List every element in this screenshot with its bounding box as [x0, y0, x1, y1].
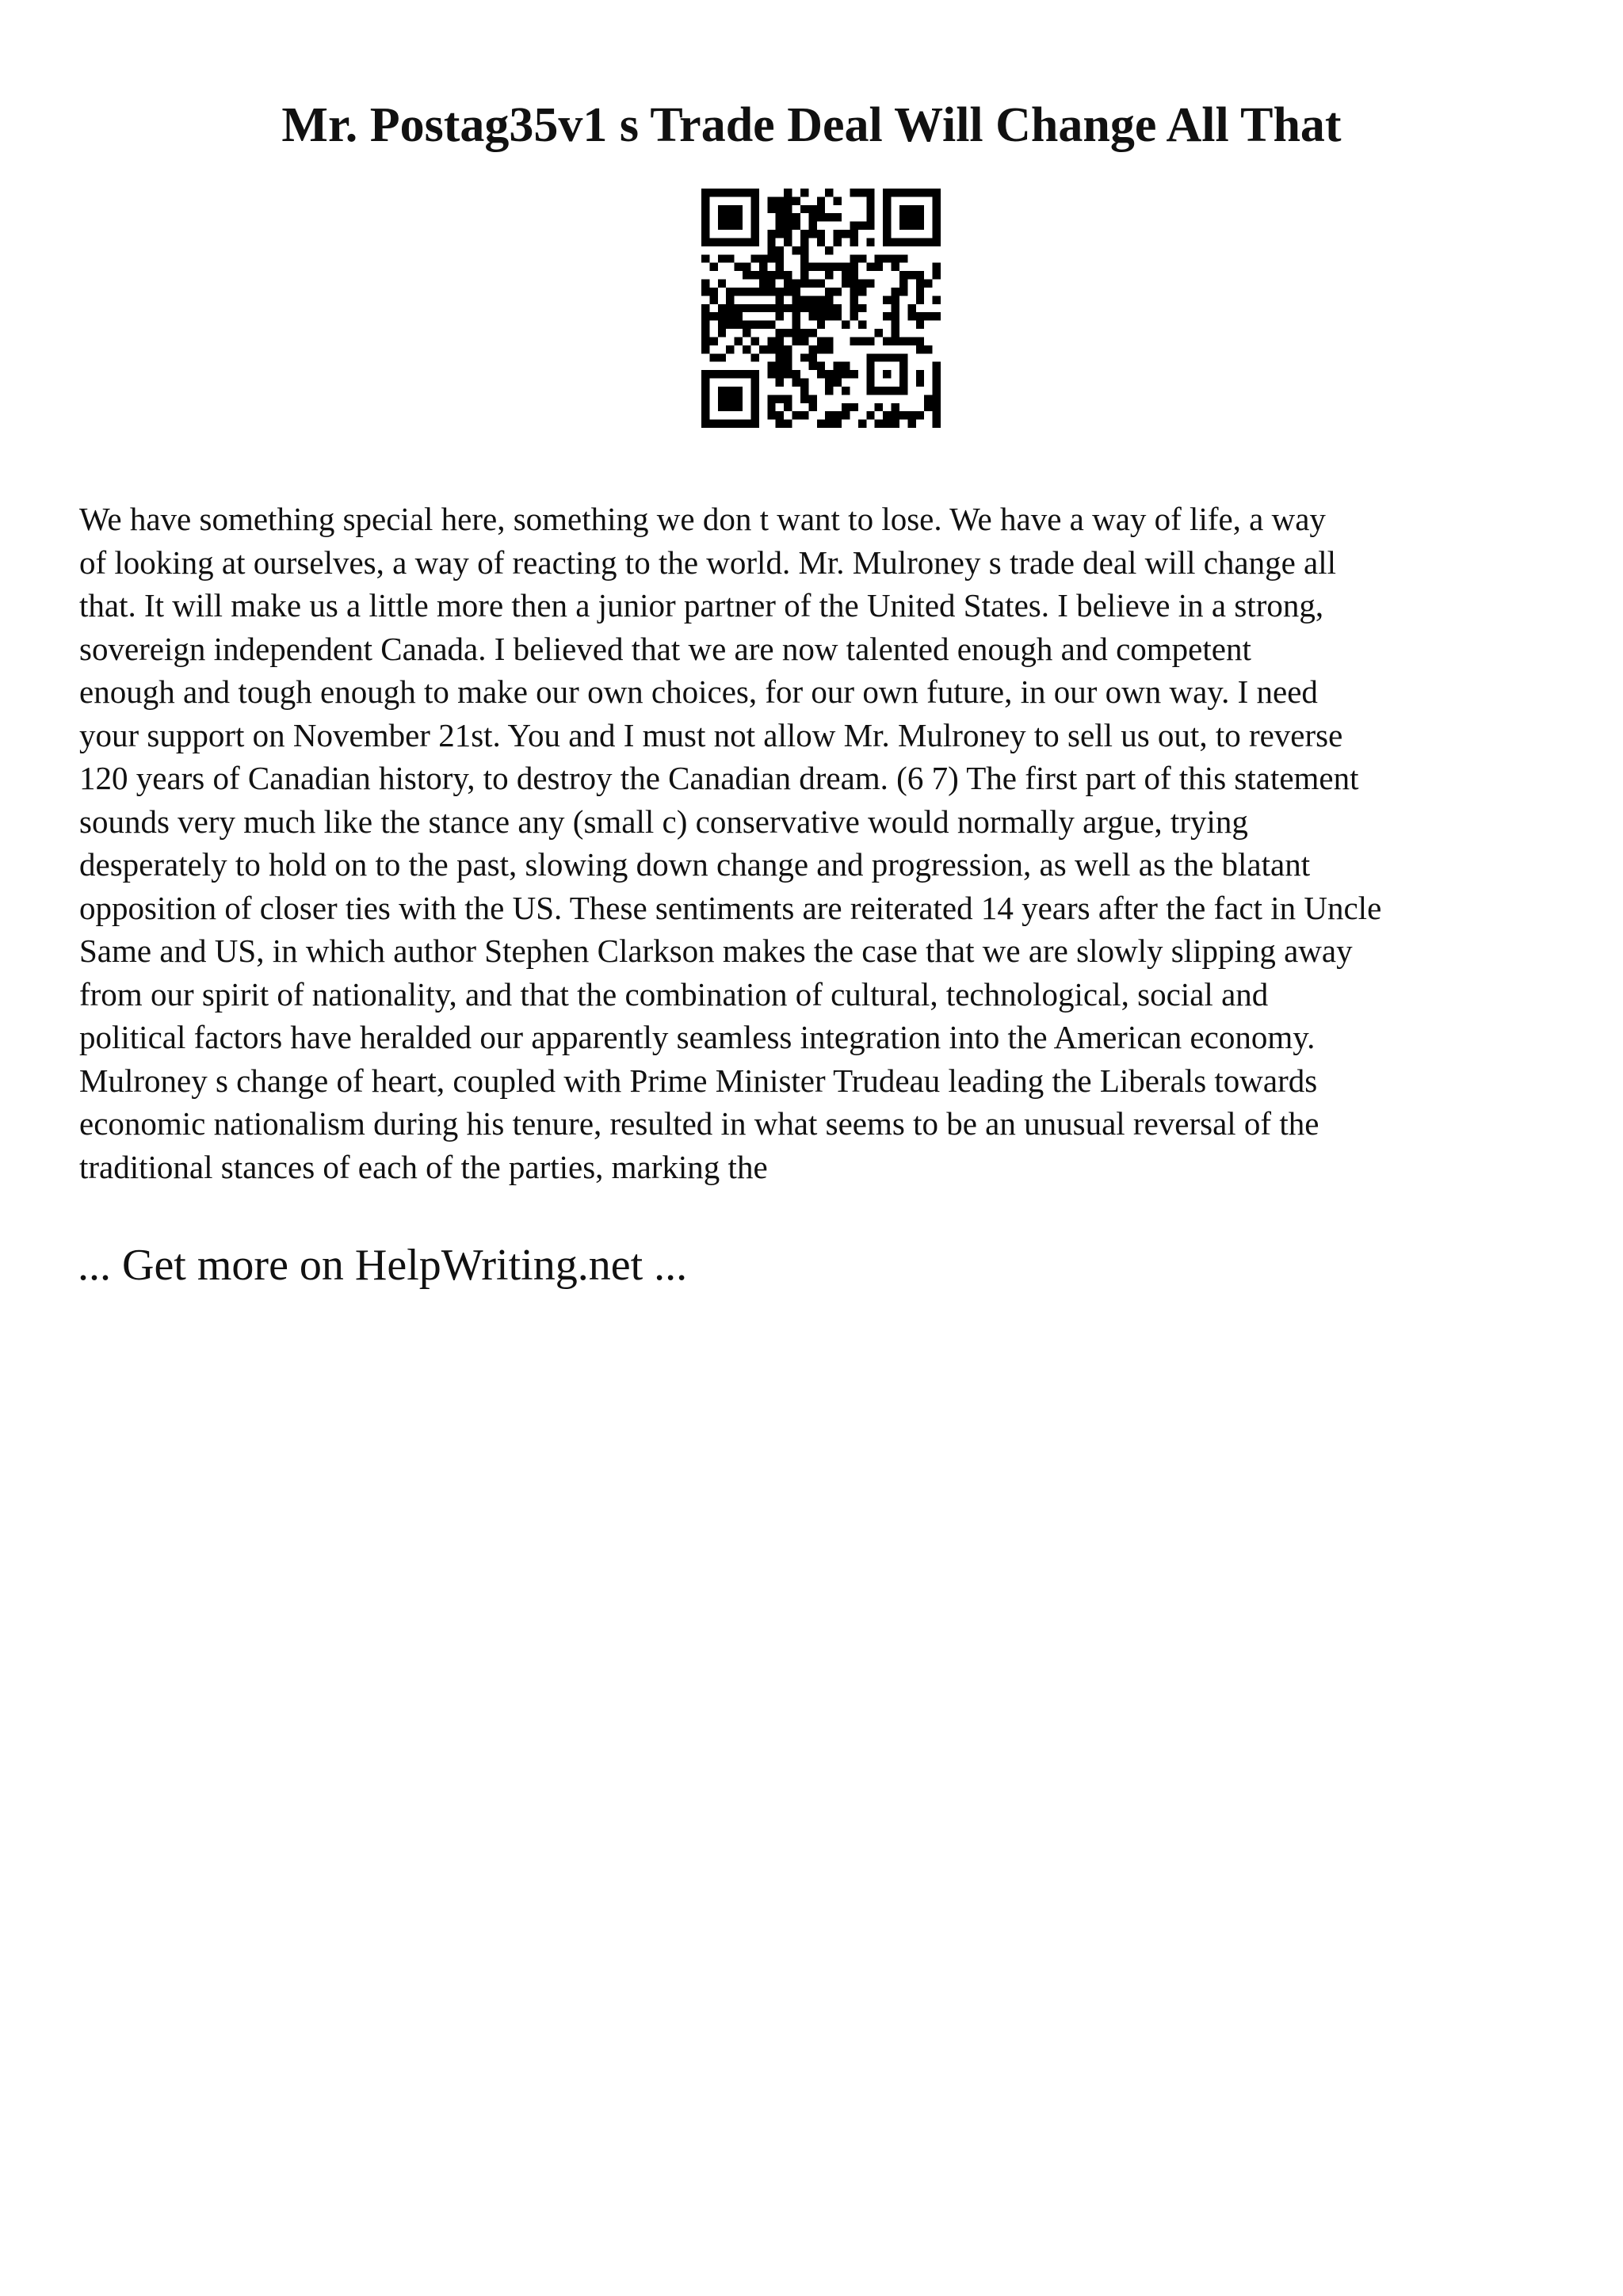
qr-code-icon[interactable]: [701, 189, 941, 428]
get-more-link[interactable]: ... Get more on HelpWriting.net ...: [78, 1241, 688, 1290]
page-title: Mr. Postag35v1 s Trade Deal Will Change All That: [281, 98, 1342, 152]
body-paragraph: We have something special here, something we don t want to lose. We have a way of life, a way of looking at ourselves, a way of reacting to the world. Mr. Mulroney s trade deal will change all that. It will make us a little more then a junior partner of the United States. I believe in a strong, sovereign independent Canada. I believed that we are now talented enough and competent enough and tough enough to make our own choices, for our own future, in our own way. I need your support on November 21st. You and I must not allow Mr. Mulroney to sell us out, to reverse 120 years of Canadian history, to destroy the Canadian dream. (6 7) The first part of this statement sounds very much like the stance any (small c) conservative would normally argue, trying desperately to hold on to the past, slowing down change and progression, as well as the blatant opposition of closer ties with the US. These sentiments are reiterated 14 years after the fact in Uncle Same and US, in which author Stephen Clarkson makes the case that we are slowly slipping away from our spirit of nationality, and that the combination of cultural, technological, social and political factors have heralded our apparently seamless integration into the American economy. Mulroney s change of heart, coupled with Prime Minister Trudeau leading the Liberals towards economic nationalism during his tenure, resulted in what seems to be an unusual reversal of the traditional stances of each of the parties, marking the: [79, 501, 1382, 1185]
